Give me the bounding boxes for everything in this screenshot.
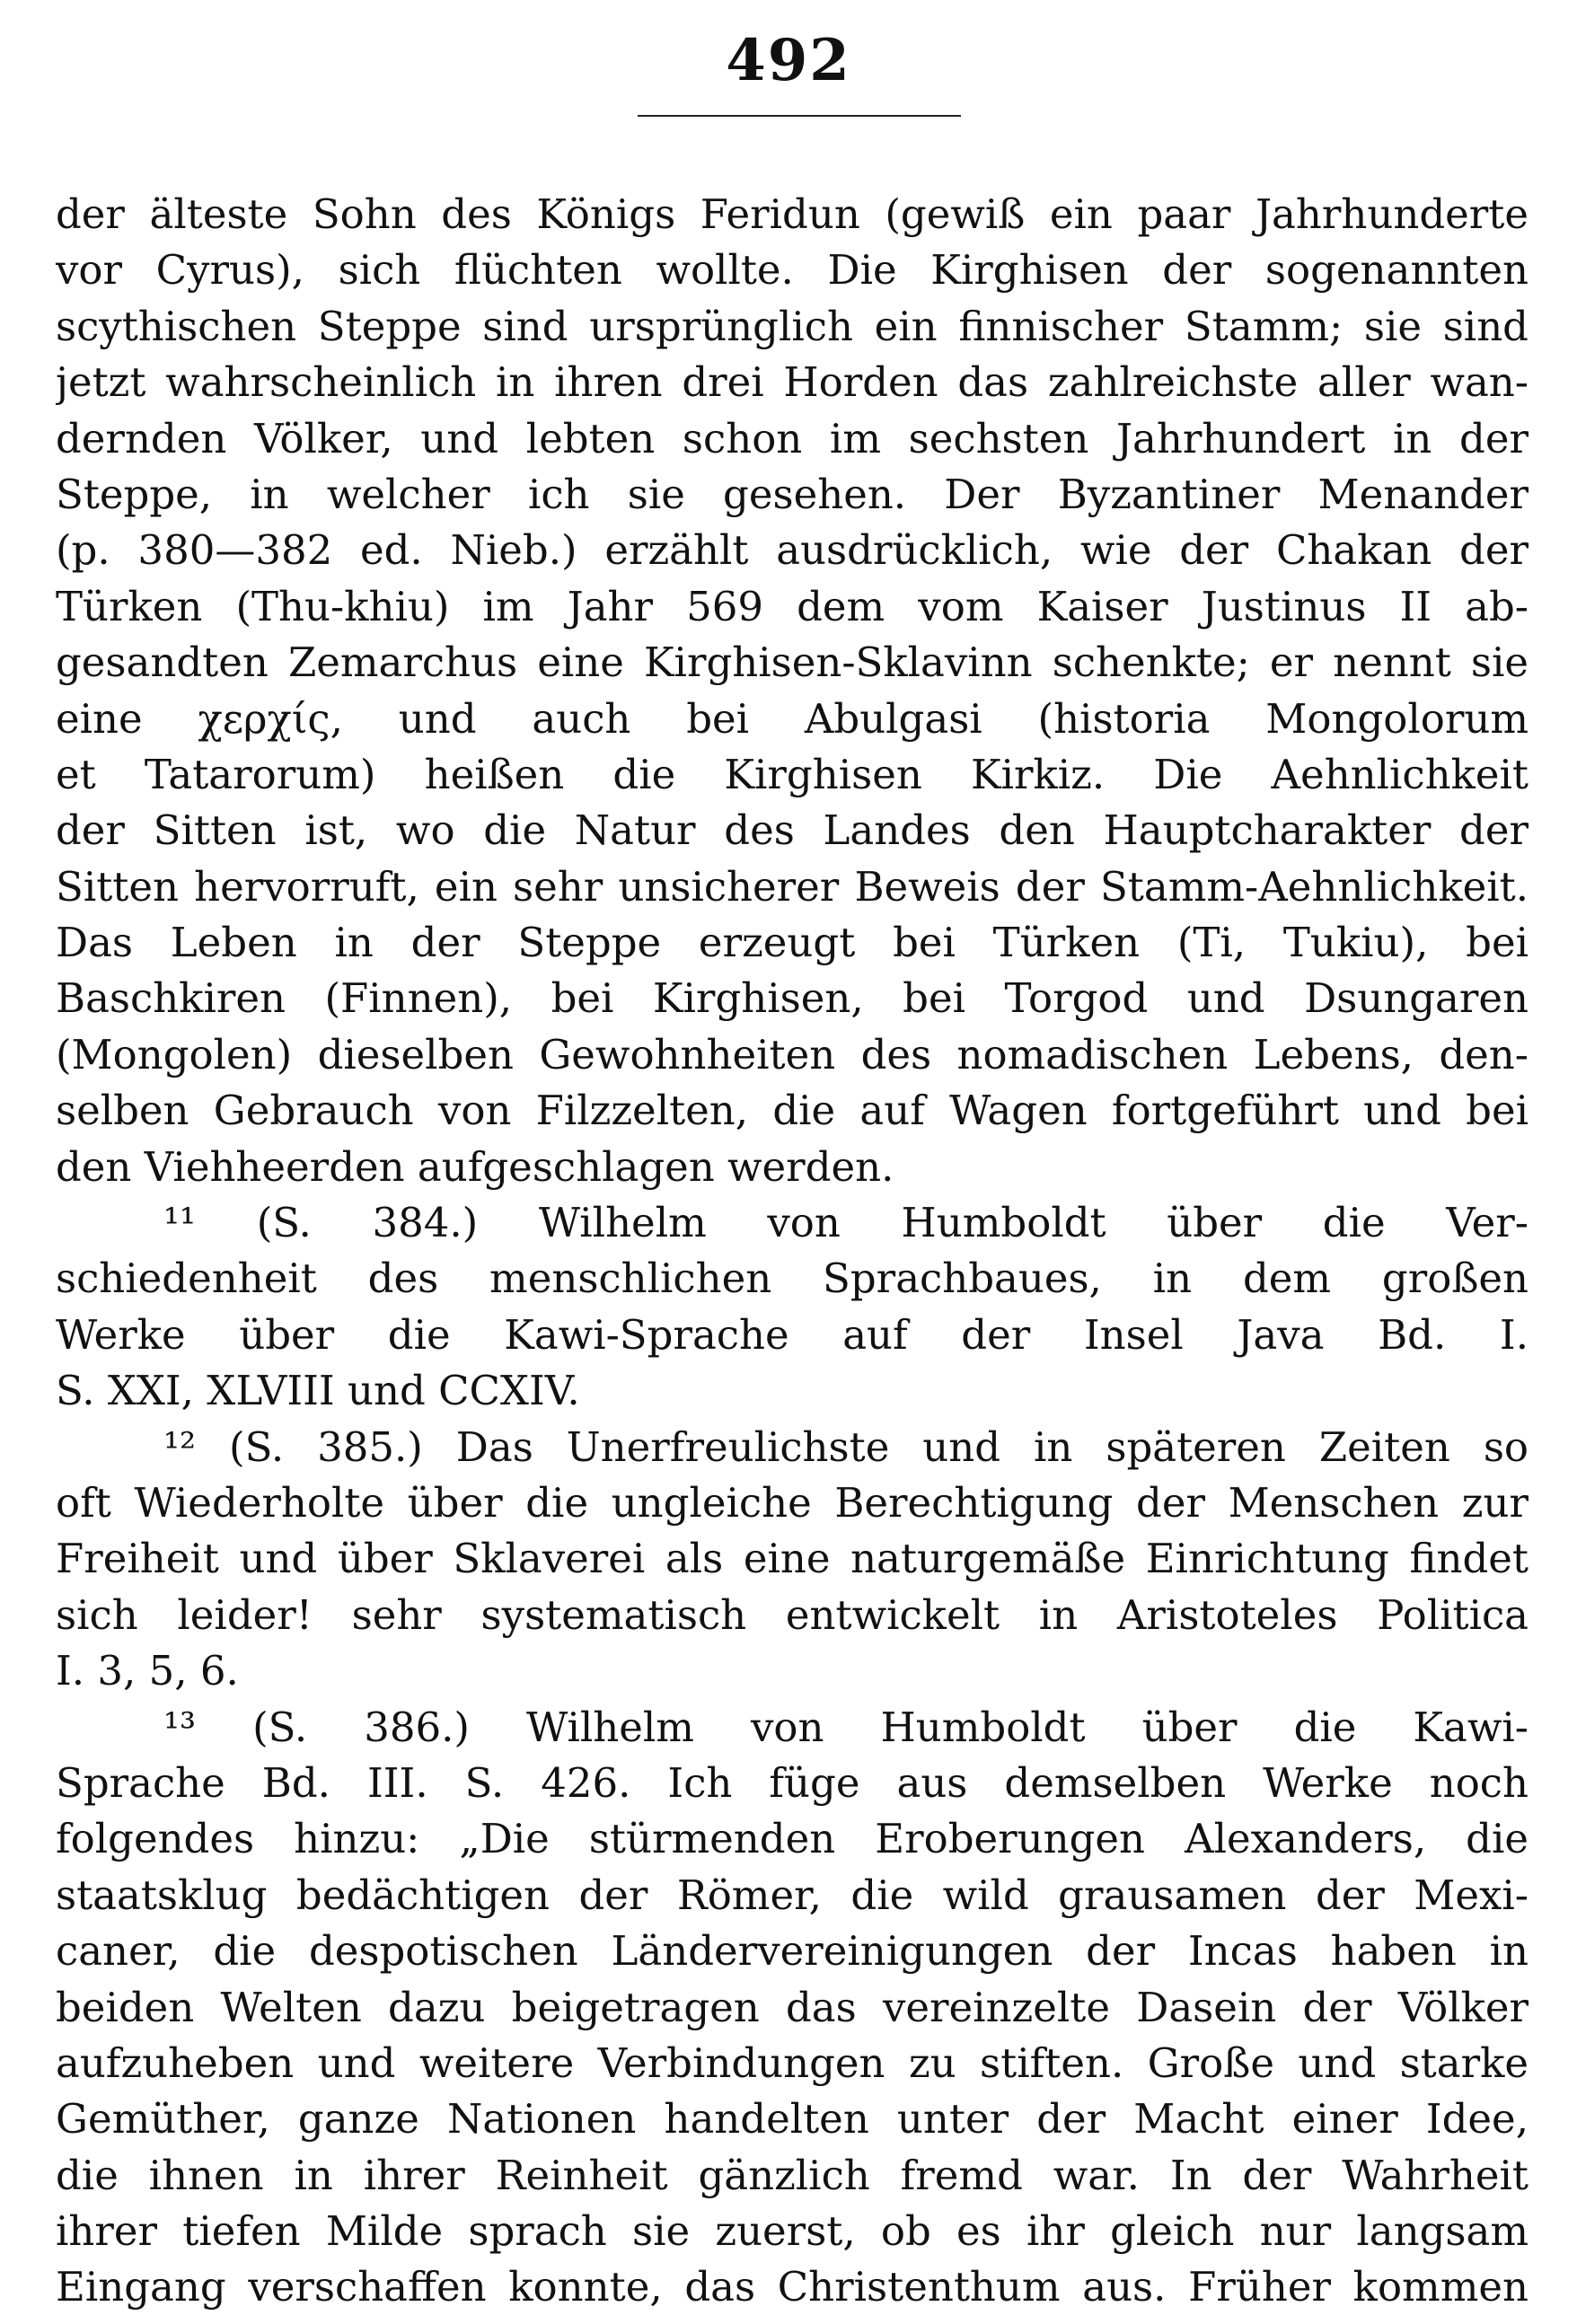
text-line: selben Gebrauch von Filzzelten, die auf Wagen fortgeführt und bei (56, 1087, 1529, 1135)
text-line: vor Cyrus), sich flüchten wollte. Die Kirghisen der sogenannten (56, 246, 1529, 295)
text-line: oft Wiederholte über die ungleiche Berechtigung der Menschen zur (56, 1478, 1529, 1527)
text-line: ihrer tiefen Milde sprach sie zuerst, ob es ihr gleich nur langsam (56, 2207, 1529, 2256)
text-line: ¹² (S. 385.) Das Unerfreulichste und in späteren Zeiten so (163, 1422, 1529, 1471)
text-line: dernden Völker, und lebten schon im sechsten Jahrhundert in der (56, 414, 1529, 462)
text-line: sich leider! sehr systematisch entwickelt in Aristoteles Politica (56, 1590, 1529, 1639)
text-line: (p. 380—382 ed. Nieb.) erzählt ausdrücklich, wie der Chakan der (56, 526, 1529, 575)
text-line: Sprache Bd. III. S. 426. Ich füge aus demselben Werke noch (56, 1758, 1529, 1807)
text-line: eine χερχίς, und auch bei Abulgasi (historia Mongolorum (56, 694, 1529, 743)
text-line: S. XXI, XLVIII und CCXIV. (56, 1367, 580, 1415)
text-line: die ihnen in ihrer Reinheit gänzlich fremd war. In der Wahrheit (56, 2151, 1529, 2199)
text-line: Werke über die Kawi-Sprache auf der Insel Java Bd. I. (56, 1310, 1529, 1359)
text-line: der Sitten ist, wo die Natur des Landes den Hauptcharakter der (56, 806, 1529, 855)
text-line: Steppe, in welcher ich sie gesehen. Der Byzantiner Menander (56, 470, 1529, 518)
text-line: Baschkiren (Finnen), bei Kirghisen, bei Torgod und Dsungaren (56, 974, 1529, 1023)
text-line: folgendes hinzu: „Die stürmenden Eroberungen Alexanders, die (56, 1815, 1529, 1863)
text-line: aufzuheben und weitere Verbindungen zu stiften. Große und starke (56, 2038, 1529, 2087)
text-line: der älteste Sohn des Königs Feridun (gewiß ein paar Jahrhunderte (56, 190, 1529, 238)
text-line: et Tatarorum) heißen die Kirghisen Kirkiz. Die Aehnlichkeit (56, 750, 1529, 798)
text-line: beiden Welten dazu beigetragen das vereinzelte Dasein der Völker (56, 1983, 1529, 2031)
text-line: Türken (Thu-khiu) im Jahr 569 dem vom Kaiser Justinus II ab- (56, 582, 1529, 630)
footnote-12 (56, 1420, 1529, 1700)
footnote-13 (56, 1700, 1529, 2316)
text-line: caner, die despotischen Ländervereinigungen der Incas haben in (56, 1927, 1529, 1976)
text-line: Freiheit und über Sklaverei als eine naturgemäße Einrichtung findet (56, 1535, 1529, 1583)
text-line: ¹³ (S. 386.) Wilhelm von Humboldt über die Kawi- (163, 1703, 1529, 1751)
text-line: (Mongolen) dieselben Gewohnheiten des nomadischen Lebens, den- (56, 1030, 1529, 1078)
text-line: staatsklug bedächtigen der Römer, die wild grausamen der Mexi- (56, 1871, 1529, 1919)
text-line: I. 3, 5, 6. (56, 1647, 239, 1695)
text-line: scythischen Steppe sind ursprünglich ein finnischer Stamm; sie sind (56, 302, 1529, 350)
text-line: jetzt wahrscheinlich in ihren drei Horden das zahlreichste aller wan- (56, 358, 1529, 407)
text-line: ¹¹ (S. 384.) Wilhelm von Humboldt über die Ver- (163, 1199, 1529, 1247)
text-line: Eingang verschaffen konnte, das Christenthum aus. Früher kommen (56, 2263, 1529, 2311)
text-line: Gemüther, ganze Nationen handelten unter der Macht einer Idee, (56, 2095, 1529, 2144)
text-line: gesandten Zemarchus eine Kirghisen-Sklavinn schenkte; er nennt sie (56, 638, 1529, 687)
paragraph (56, 187, 1529, 1195)
text-line: Das Leben in der Steppe erzeugt bei Türken (Ti, Tukiu), bei (56, 919, 1529, 967)
footnote-11 (56, 1195, 1529, 1420)
text-line: schiedenheit des menschlichen Sprachbaues, in dem großen (56, 1254, 1529, 1303)
text-line: den Viehheerden aufgeschlagen werden. (56, 1142, 894, 1191)
page-number: 492 (726, 27, 851, 94)
text-body (56, 187, 1529, 2316)
text-line: Sitten hervorruft, ein sehr unsicherer Beweis der Stamm-Aehnlichkeit. (56, 862, 1529, 911)
header-rule (638, 115, 961, 117)
